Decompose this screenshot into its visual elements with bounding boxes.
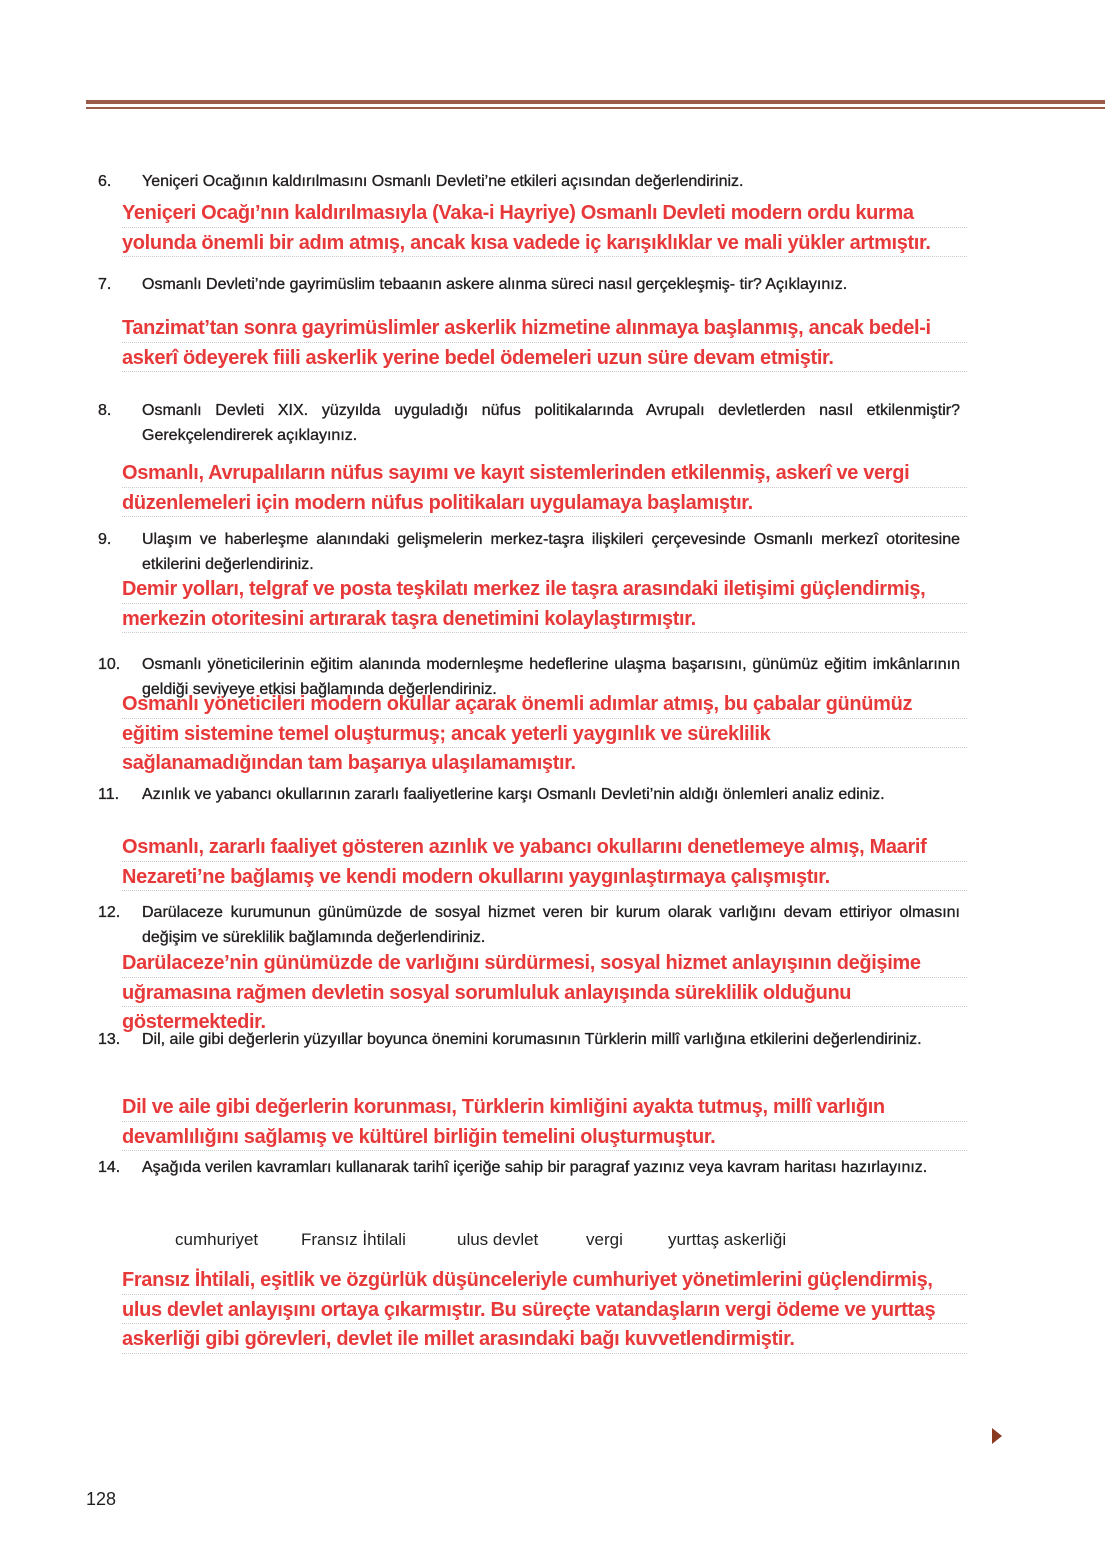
- header-rule-thick: [86, 100, 1105, 104]
- answer-line: sağlanamadığından tam başarıya ulaşılamamıştır.: [122, 752, 576, 774]
- answer-9: [122, 575, 1072, 634]
- question-text: Yeniçeri Ocağının kaldırılmasını Osmanlı Devleti’ne etkileri açısından değerlendiriniz.: [142, 173, 744, 190]
- question-text: Azınlık ve yabancı okullarının zararlı faaliyetlerine karşı Osmanlı Devleti’nin aldığı önlemleri analiz ediniz.: [142, 786, 885, 803]
- answer-line: Osmanlı, Avrupalıların nüfus sayımı ve kayıt sistemlerinden etkilenmiş, askerî ve vergi: [122, 459, 1072, 489]
- question-number: 13.: [98, 1031, 121, 1048]
- question-text: Darülaceze kurumunun günümüzde de sosyal hizmet veren bir kurum olarak varlığını devam ettiriyor olmasını değişim ve süreklilik bağlamında değerlendiriniz.: [142, 904, 960, 946]
- concept-term: vergi: [586, 1230, 623, 1249]
- concept-term: yurttaş askerliği: [668, 1230, 787, 1249]
- answer-line: Osmanlı yöneticileri modern okullar açarak önemli adımlar atmış, bu çabalar günümüz: [122, 690, 1072, 720]
- answer-line: Osmanlı, zararlı faaliyet gösteren azınlık ve yabancı okullarını denetlemeye almış, Maarif: [122, 833, 1072, 863]
- answer-line: uğramasına rağmen devletin sosyal sorumluluk anlayışında süreklilik olduğunu: [122, 979, 1072, 1009]
- answer-line: devamlılığını sağlamış ve kültürel birliğin temelini oluşturmuştur.: [122, 1123, 1072, 1153]
- answer-line: ulus devlet anlayışını ortaya çıkarmıştır. Bu süreçte vatandaşların vergi ödeme ve yurttaş: [122, 1296, 1072, 1326]
- answer-line: Tanzimat’tan sonra gayrimüslimler askerlik hizmetine alınmaya başlanmış, ancak bedel-i: [122, 314, 1072, 344]
- answer-line: askerî ödeyerek fiili askerlik yerine bedel ödemeleri uzun süre devam etmiştir.: [122, 344, 1072, 374]
- answer-12: [122, 949, 1072, 1038]
- concept-term: cumhuriyet: [175, 1230, 259, 1249]
- answer-13: [122, 1093, 1072, 1152]
- concept-term: Fransız İhtilali: [301, 1230, 406, 1249]
- question-number: 7.: [98, 276, 112, 293]
- answer-line: göstermektedir.: [122, 1011, 266, 1033]
- answer-line: düzenlemeleri için modern nüfus politikaları uygulamaya başlamıştır.: [122, 489, 1072, 519]
- answer-line: Darülaceze’nin günümüzde de varlığını sürdürmesi, sosyal hizmet anlayışının değişime: [122, 949, 1072, 979]
- question-text: Ulaşım ve haberleşme alanındaki gelişmelerin merkez-taşra ilişkileri çerçevesinde Osmanlı merkezî otoritesine etkilerini değerlendiriniz.: [142, 531, 960, 573]
- question-text: Osmanlı Devleti’nde gayrimüslim tebaanın askere alınma süreci nasıl gerçekleşmiş- tir? Açıklayınız.: [142, 276, 848, 293]
- question-number: 12.: [98, 904, 121, 921]
- question-number: 8.: [98, 402, 112, 419]
- answer-line: Nezareti’ne bağlamış ve kendi modern okullarını yaygınlaştırmaya çalışmıştır.: [122, 863, 1072, 893]
- answer-8: [122, 459, 1072, 518]
- question-number: 10.: [98, 656, 121, 673]
- question-number: 6.: [98, 173, 112, 190]
- answer-10: [122, 690, 1072, 779]
- answer-line: yolunda önemli bir adım atmış, ancak kısa vadede iç karışıklıklar ve mali yükler artmıştır.: [122, 229, 1072, 259]
- question-text: Osmanlı Devleti XIX. yüzyılda uyguladığı nüfus politikalarında Avrupalı devletlerden nasıl etkilenmiştir? Gerekçelendirerek açıklayınız.: [142, 402, 960, 444]
- question-text: Osmanlı yöneticilerinin eğitim alanında modernleşme hedeflerine ulaşma başarısını, günümüz eğitim imkânlarının geldiği seviyeye etkisi bağlamında değerlendiriniz.: [142, 656, 960, 698]
- question-number: 9.: [98, 531, 112, 548]
- page-number: 128: [86, 1489, 117, 1509]
- question-number: 11.: [98, 786, 120, 803]
- answer-line: askerliği gibi görevleri, devlet ile millet arasındaki bağı kuvvetlendirmiştir.: [122, 1325, 1072, 1355]
- answer-6: [122, 199, 1072, 258]
- answer-line: merkezin otoritesini artırarak taşra denetimini kolaylaştırmıştır.: [122, 605, 1072, 635]
- answer-11: [122, 833, 1072, 892]
- question-text: Dil, aile gibi değerlerin yüzyıllar boyunca önemini korumasının Türklerin millî varlığına etkilerini değerlendiriniz.: [142, 1031, 922, 1048]
- answer-line: Yeniçeri Ocağı’nın kaldırılmasıyla (Vaka-i Hayriye) Osmanlı Devleti modern ordu kurma: [122, 199, 1072, 229]
- answer-line: Fransız İhtilali, eşitlik ve özgürlük düşünceleriyle cumhuriyet yönetimlerini güçlendirmiş,: [122, 1266, 1072, 1296]
- answer-14: [122, 1266, 1072, 1355]
- answer-line: Dil ve aile gibi değerlerin korunması, Türklerin kimliğini ayakta tutmuş, millî varlığın: [122, 1093, 1072, 1123]
- header-rule-thin: [86, 107, 1105, 109]
- question-number: 14.: [98, 1159, 121, 1176]
- question-text: Aşağıda verilen kavramları kullanarak tarihî içeriğe sahip bir paragraf yazınız veya kavram haritası hazırlayınız.: [142, 1159, 928, 1176]
- answer-line: eğitim sistemine temel oluşturmuş; ancak yeterli yaygınlık ve süreklilik: [122, 720, 1072, 750]
- answer-line: Demir yolları, telgraf ve posta teşkilatı merkez ile taşra arasındaki iletişimi güçlendirmiş,: [122, 575, 1072, 605]
- answer-7: [122, 314, 1072, 373]
- next-page-arrow-icon: [992, 1428, 1002, 1444]
- concept-term: ulus devlet: [457, 1230, 539, 1249]
